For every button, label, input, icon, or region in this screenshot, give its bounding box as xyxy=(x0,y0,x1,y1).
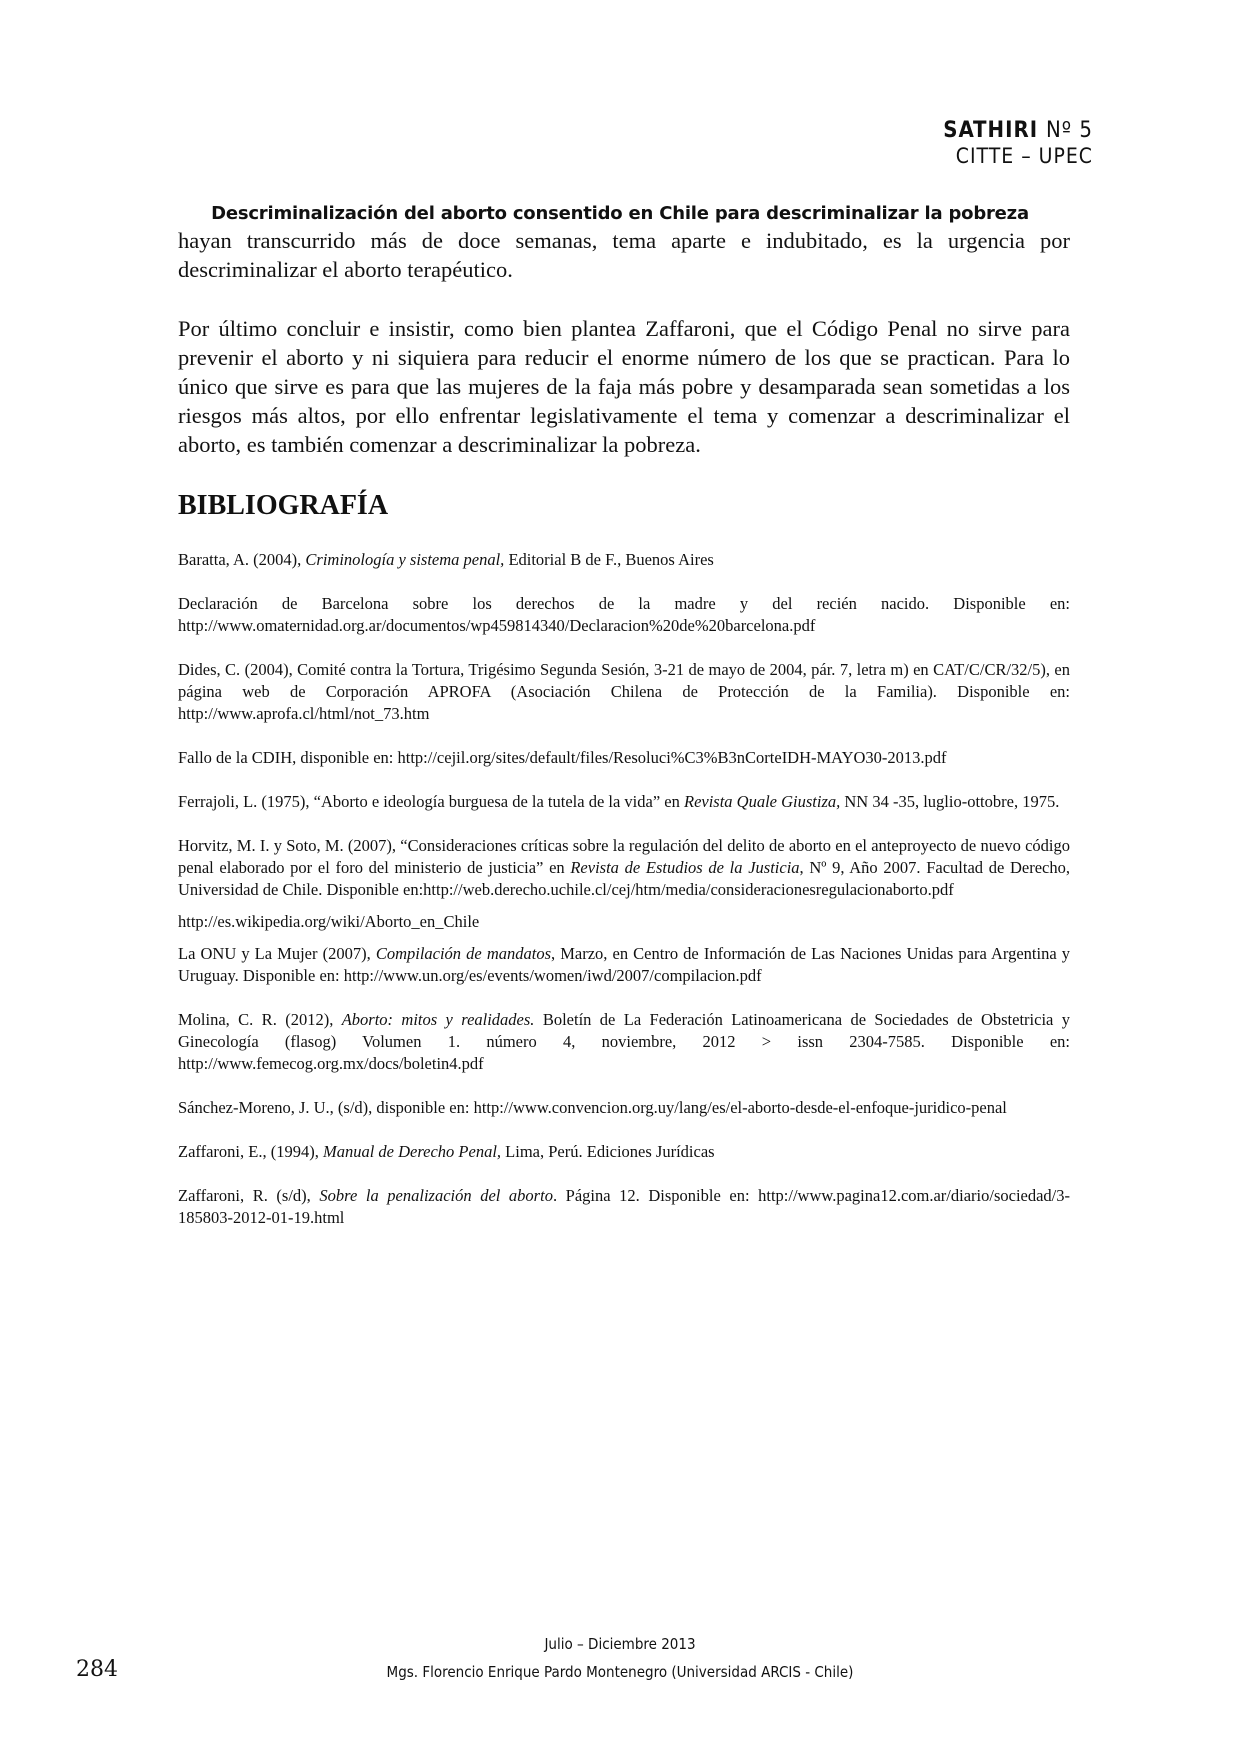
running-title: Descriminalización del aborto consentido en Chile para descriminalizar la pobreza xyxy=(211,203,1029,224)
bibliography-heading: BIBLIOGRAFÍA xyxy=(178,490,389,521)
ref-text: Fallo de la CDIH, disponible en: http://cejil.org/sites/default/files/Resoluci%C3%B3nCorteIDH-MAYO30-2013.pdf xyxy=(178,748,947,767)
bibliography-entry xyxy=(178,835,1070,901)
journal-number: Nº 5 xyxy=(1045,118,1093,143)
bibliography-entry xyxy=(178,911,1070,933)
bibliography-entry xyxy=(178,943,1070,987)
bibliography-entry xyxy=(178,593,1070,637)
body-paragraph: Por último concluir e insistir, como bien plantea Zaffaroni, que el Código Penal no sirve para prevenir el aborto y ni siquiera para reducir el enorme número de los que se practican. Para lo único que sirve es para que las mujeres de la faja más pobre y desamparada sean sometidas a los riesgos más altos, por ello enfrentar legislativamente el tema y comenzar a descriminalizar el aborto, es también comenzar a descriminalizar la pobreza. xyxy=(178,316,1070,457)
bibliography-entry xyxy=(178,791,1070,813)
journal-subtitle: CITTE – UPEC xyxy=(955,144,1093,169)
journal-header xyxy=(943,118,1093,170)
ref-text: Baratta, A. (2004), xyxy=(178,550,306,569)
ref-text: Zaffaroni, R. (s/d), xyxy=(178,1186,320,1205)
ref-title: Aborto: mitos y realidades. xyxy=(341,1010,535,1029)
ref-text: Horvitz, M. I. y Soto, M. (2007), “Consideraciones críticas sobre la regulación del delito de aborto en el anteproyecto de nuevo código penal elaborado por el foro del ministerio de justicia” en xyxy=(178,836,1070,877)
bibliography-list xyxy=(178,549,1070,1229)
ref-title: Revista de Estudios de la Justicia xyxy=(570,858,800,877)
ref-text: . Página 12. Disponible en: http://www.pagina12.com.ar/diario/sociedad/3-185803-2012-01-19.html xyxy=(178,1186,1071,1227)
ref-text: Sánchez-Moreno, J. U., (s/d), disponible en: http://www.convencion.org.uy/lang/es/el-aborto-desde-el-enfoque-juridico-penal xyxy=(178,1098,1007,1117)
ref-text: Dides, C. (2004), Comité contra la Tortura, Trigésimo Segunda Sesión, 3-21 de mayo de 2004, pár. 7, letra m) en CAT/C/CR/32/5), en página web de Corporación APROFA (Asociación Chilena de Protección de la Familia). Disponible en: http://www.aprofa.cl/html/not_73.htm xyxy=(178,660,1070,723)
ref-text: NN 34 -35, luglio-ottobre, 1975. xyxy=(840,792,1060,811)
ref-text: Ferrajoli, L. (1975), “Aborto e ideología burguesa de la tutela de la vida” en xyxy=(178,792,684,811)
ref-text: Boletín de La Federación Latinoamericana de Sociedades de Obstetricia y Ginecología (flasog) Volumen 1. número 4, noviembre, 2012 > issn 2304-7585. Disponible en: http://www.femecog.org.mx/docs/boletin4.pdf xyxy=(178,1010,1070,1073)
ref-title: Revista Quale Giustiza, xyxy=(683,792,841,811)
ref-text: Molina, C. R. (2012), xyxy=(178,1010,342,1029)
ref-title: Criminología y sistema penal, xyxy=(305,550,505,569)
ref-text: La ONU y La Mujer (2007), xyxy=(178,944,376,963)
bibliography-entry xyxy=(178,1141,1070,1163)
ref-text: http://es.wikipedia.org/wiki/Aborto_en_Chile xyxy=(178,912,480,931)
bibliography-entry xyxy=(178,659,1070,725)
bibliography-entry xyxy=(178,1097,1070,1119)
ref-text: , Marzo, en Centro de Información de Las Naciones Unidas para Argentina y Uruguay. Disponible en: http://www.un.org/es/events/women/iwd/2007/compilacion.pdf xyxy=(178,944,1070,985)
page-number: 284 xyxy=(76,1657,118,1682)
body-paragraph: hayan transcurrido más de doce semanas, tema aparte e indubitado, es la urgencia por descriminalizar el aborto terapéutico. xyxy=(178,228,1070,282)
ref-title: Compilación de mandatos xyxy=(375,944,551,963)
ref-text: Editorial B de F., Buenos Aires xyxy=(504,550,714,569)
ref-title: Sobre la penalización del aborto xyxy=(319,1186,553,1205)
bibliography-entry xyxy=(178,1009,1070,1075)
bibliography-entry xyxy=(178,549,1070,571)
footer-author: Mgs. Florencio Enrique Pardo Montenegro (Universidad ARCIS - Chile) xyxy=(386,1663,854,1681)
journal-title: SATHIRI xyxy=(943,118,1039,143)
page-content xyxy=(178,226,1070,1251)
ref-text: Lima, Perú. Ediciones Jurídicas xyxy=(501,1142,715,1161)
footer-date: Julio – Diciembre 2013 xyxy=(544,1635,696,1653)
ref-text: , Nº 9, Año 2007. Facultad de Derecho, Universidad de Chile. Disponible en:http://web.derecho.uchile.cl/cej/htm/media/consideracionesregulacionaborto.pdf xyxy=(178,858,1070,899)
ref-text: Zaffaroni, E., (1994), xyxy=(178,1142,323,1161)
journal-name xyxy=(943,118,1093,144)
ref-text: Declaración de Barcelona sobre los derechos de la madre y del recién nacido. Disponible en: http://www.omaternidad.org.ar/documentos/wp459814340/Declaracion%20de%20barcelona.pdf xyxy=(178,594,1070,635)
bibliography-entry xyxy=(178,1185,1070,1229)
ref-title: Manual de Derecho Penal, xyxy=(322,1142,502,1161)
bibliography-entry xyxy=(178,747,1070,769)
